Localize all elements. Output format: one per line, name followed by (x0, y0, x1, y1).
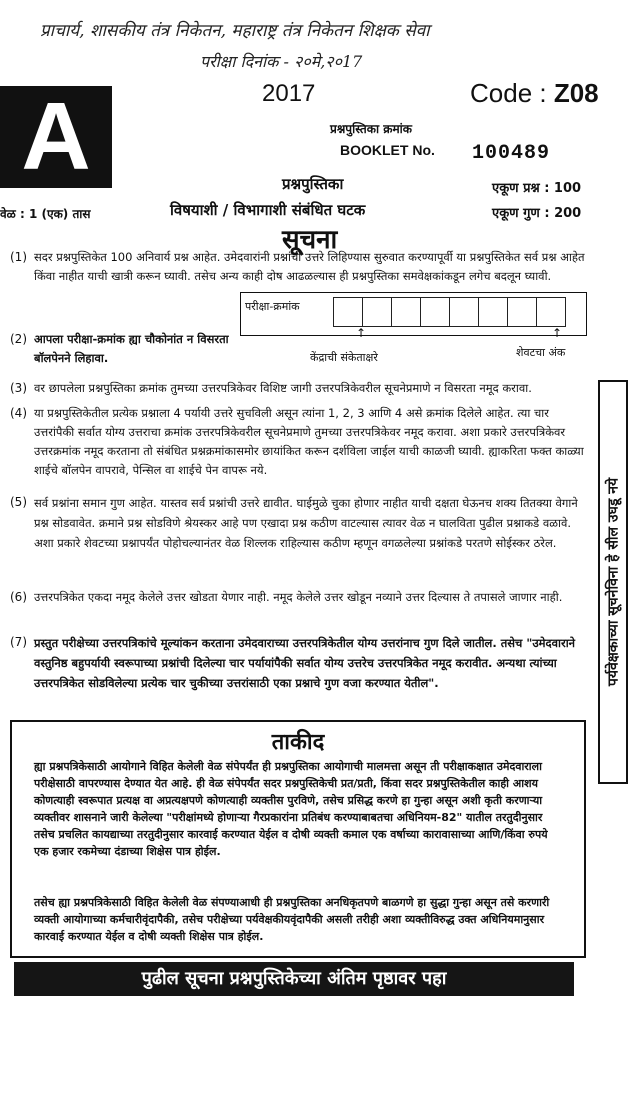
code-label: Code : (470, 78, 547, 108)
item-4-text: या प्रश्नपुस्तिकेतील प्रत्येक प्रश्नाला 4 पर्यायी उत्तरे सुचविली असून त्यांना 1, 2, 3 आणि 4 असे क्रमांक दिलेले आहेत. त्या चार उत्तरांपैकी सर्वात योग्य उत्तराचा क्रमांक उत्तरपत्रिकेवरील सूचनेप्रमाणे तुमच्या उत्तरपत्रिकेवर नमूद करावा. अशा प्रकारे उत्तरपत्रिकेवर उत्तरक्रमांक नमूद करताना तो संबंधित प्रश्नक्रमांकासमोर छायांकित करून दर्शविला जाईल याची काळजी घ्यावी. ह्याकरिता फक्त काळ्या शाईचे बॉलपेन वापरावे, पेन्सिल वा शाईचे पेन वापरू नये. (34, 406, 584, 477)
last-digit-label: शेवटचा अंक (516, 346, 566, 359)
item-3-text: वर छापलेला प्रश्नपुस्तिका क्रमांक तुमच्या उत्तरपत्रिकेवर विशिष्ट जागी उत्तरपत्रिकेवरील सूचनेप्रमाणे न विसरता नमूद करावा. (34, 381, 532, 395)
item-7-number: (7) (10, 635, 27, 649)
item-4-number: (4) (10, 406, 27, 420)
item-2-number: (2) (10, 332, 27, 346)
centre-code-label: केंद्राची संकेताक्षरे (310, 351, 378, 364)
roll-digit-cell[interactable] (479, 298, 508, 327)
seal-warning-text: पर्यवेक्षकाच्या सूचनेविना हे सील उघडू नये (605, 477, 622, 687)
exam-time: वेळ : 1 (एक) तास (0, 207, 91, 221)
roll-digit-cell[interactable] (537, 298, 566, 327)
exam-code (470, 78, 599, 109)
item-1-number: (1) (10, 250, 27, 264)
instructions-heading: सूचना (282, 225, 338, 255)
set-letter-badge: A (0, 86, 112, 188)
exam-year: 2017 (262, 80, 316, 107)
arrow-up-icon: ↑ (356, 326, 367, 340)
booklet-label-mr: प्रश्नपुस्तिका क्रमांक (330, 122, 412, 136)
booklet-label-en: BOOKLET No. (340, 142, 435, 158)
roll-number-grid[interactable] (333, 297, 566, 327)
roll-digit-cell[interactable] (392, 298, 421, 327)
roll-digit-cell[interactable] (450, 298, 479, 327)
warning-box (10, 720, 586, 958)
item-6-text: उत्तरपत्रिकेत एकदा नमूद केलेले उत्तर खोडता येणार नाही. नमूद केलेले उत्तर खोडून नव्याने उत्तर दिल्यास ते तपासले जाणार नाही. (34, 590, 563, 604)
item-5-text: सर्व प्रश्नांना समान गुण आहेत. यास्तव सर्व प्रश्नांची उत्तरे द्यावीत. घाईमुळे चुका होणार नाहीत याची दक्षता घेऊनच शक्य तितक्या वेगाने प्रश्न सोडवावेत. क्रमाने प्रश्न सोडविणे श्रेयस्कर आहे पण एखादा प्रश्न कठीण वाटल्यास त्यावर वेळ न घालविता पुढील प्रश्नाकडे वळावे. अशा प्रकारे शेवटच्या प्रश्नापर्यंत पोहोचल्यानंतर वेळ शिल्लक राहिल्यास कठीण म्हणून वगळलेल्या प्रश्नांकडे परतणे सोईस्कर ठरेल. (34, 496, 578, 550)
roll-number-label: परीक्षा-क्रमांक (245, 300, 300, 313)
item-2-text: आपला परीक्षा-क्रमांक ह्या चौकोनांत न विसरता बॉलपेनने लिहावा. (34, 332, 229, 365)
warning-heading: ताकीद (271, 730, 325, 755)
booklet-number: 100489 (472, 142, 551, 165)
item-7-text: प्रस्तुत परीक्षेच्या उत्तरपत्रिकांचे मूल्यांकन करताना उमेदवाराच्या उत्तरपत्रिकेतील योग्य उत्तरांनाच गुण दिले जातील. तसेच "उमेदवाराने वस्तुनिष्ठ बहुपर्यायी स्वरूपाच्या प्रश्नांची दिलेल्या चार पर्यायांपैकी सर्वात योग्य उत्तरेच उत्तरपत्रिकेत नमूद करावीत. अन्यथा त्यांच्या उत्तरपत्रिकेत सोडविलेल्या प्रत्येक चार चुकीच्या उत्तरांसाठी एका प्रश्नाचे गुण वजा करण्यात येतील". (34, 636, 576, 690)
code-value: Z08 (553, 78, 599, 108)
item-5-number: (5) (10, 495, 27, 509)
roll-number-box (240, 292, 587, 336)
handwritten-line-1: प्राचार्य, शासकीय तंत्र निकेतन, महाराष्ट्र तंत्र निकेतन शिक्षक सेवा (40, 21, 430, 41)
roll-digit-cell[interactable] (508, 298, 537, 327)
roll-digit-cell[interactable] (334, 298, 363, 327)
item-3-number: (3) (10, 381, 27, 395)
warning-paragraph-2: तसेच ह्या प्रश्नपत्रिकेसाठी विहित केलेली वेळ संपण्याआधी ही प्रश्नपुस्तिका अनधिकृतपणे बाळगणे हा सुद्धा गुन्हा असून तसे करणारी व्यक्ती आयोगाच्या कर्मचारीवृंदापैकी, तसेच परीक्षेच्या पर्यवेक्षकीयवृंदापैकी असली तरीही अशा व्यक्तीविरुद्ध उक्त अधिनियमानुसार कारवाई करण्यात येईल व दोषी व्यक्ती शिक्षेस पात्र होईल. (34, 896, 550, 943)
footer-note: पुढील सूचना प्रश्नपुस्तिकेच्या अंतिम पृष्ठावर पहा (14, 962, 574, 996)
title-subject: विषयाशी / विभागाशी संबंधित घटक (170, 201, 366, 219)
roll-digit-cell[interactable] (363, 298, 392, 327)
seal-warning-sidebar (598, 380, 628, 784)
item-6-number: (6) (10, 590, 27, 604)
item-1-text: सदर प्रश्नपुस्तिकेत 100 अनिवार्य प्रश्न आहेत. उमेदवारांनी प्रश्नांची उत्तरे लिहिण्यास सुरुवात करण्यापूर्वी या प्रश्नपुस्तिकेत सर्व प्रश्न आहेत किंवा नाहीत याची खात्री करून घ्यावी. तसेच अन्य काही दोष आढळल्यास ही प्रश्नपुस्तिका समवेक्षकांकडून लगेच बदलून घ्यावी. (34, 250, 585, 283)
title-booklet: प्रश्नपुस्तिका (282, 175, 344, 193)
roll-digit-cell[interactable] (421, 298, 450, 327)
arrow-up-icon: ↑ (552, 326, 563, 340)
total-questions: एकूण प्रश्न : 100 (492, 181, 582, 196)
total-marks: एकूण गुण : 200 (492, 206, 582, 221)
warning-paragraph-1: ह्या प्रश्नपत्रिकेसाठी आयोगाने विहित केलेली वेळ संपेपर्यंत ही प्रश्नपुस्तिका आयोगाची मालमत्ता असून ती परीक्षाकक्षात उमेदवाराला परीक्षेसाठी वापरण्यास देण्यात येत आहे. ही वेळ संपेपर्यंत सदर प्रश्नपुस्तिकेची प्रत/प्रती, किंवा सदर प्रश्नपुस्तिकेतील काही आशय कोणत्याही स्वरूपात प्रत्यक्ष वा अप्रत्यक्षपणे कोणत्याही व्यक्तीस पुरविणे, तसेच प्रसिद्ध करणे हा गुन्हा असून अशी कृती करणाऱ्या व्यक्तीवर शासनाने जारी केलेल्या "परीक्षांमध्ये होणाऱ्या गैरप्रकारांना प्रतिबंध करण्याबाबतचा अधिनियम-82" यातील तरतुदीनुसार तसेच प्रचलित कायद्याच्या तरतुदीनुसार कारवाई करण्यात येईल व दोषी व्यक्ती कमाल एक वर्षाच्या कारावासाच्या आणि/किंवा रुपये एक हजार रकमेच्या दंडाच्या शिक्षेस पात्र होईल. (34, 760, 548, 858)
handwritten-line-2: परीक्षा दिनांक - २०मे,२०17 (200, 52, 363, 71)
